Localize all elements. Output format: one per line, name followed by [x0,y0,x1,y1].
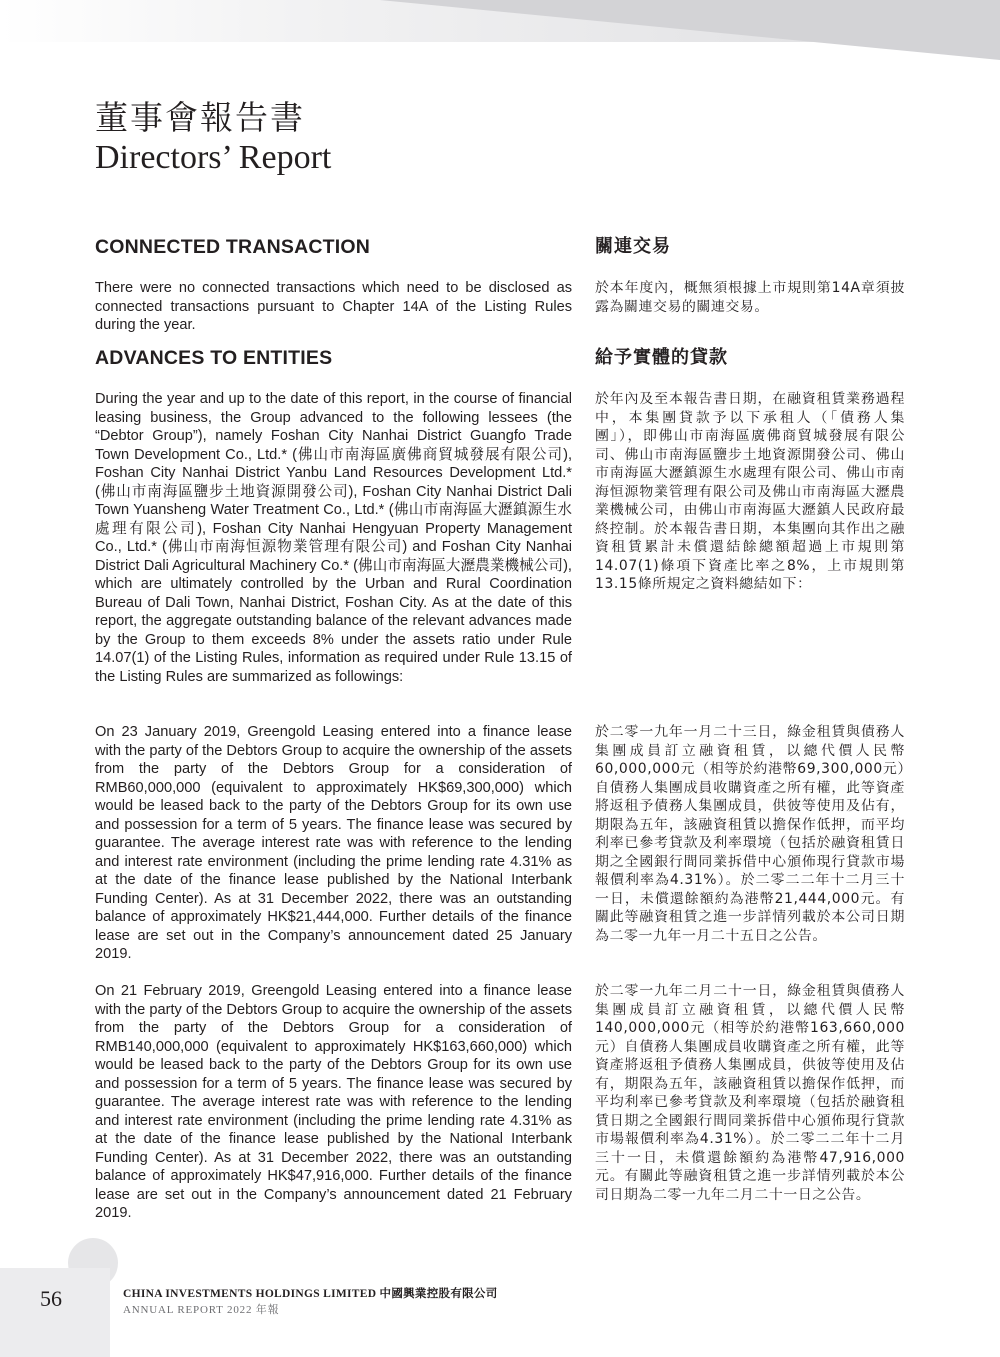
footer-decoration-box [0,1268,110,1357]
paragraph-advances-intro-zh: 於年內及至本報告書日期，在融資租賃業務過程中，本集團貸款予以下承租人（「債務人集團」），即佛山市南海區廣佛商貿城發展有限公司、佛山市南海區鹽步土地資源開發公司、佛山市南海區大瀝鎮源生水處理有限公司、佛山市南海恒源物業管理有限公司及佛山市南海區大瀝農業機械公司，由佛山市南海區大瀝鎮人民政府最終控制。於本報告書日期，本集團向其作出之融資租賃累計未償還結餘總額超過上市規則第14.07(1)條項下資產比率之8%，上市規則第13.15條所規定之資料總結如下： [595,391,905,592]
heading-advances-en: ADVANCES TO ENTITIES [95,347,333,369]
paragraph-lease-jan-2019-en: On 23 January 2019, Greengold Leasing entered into a finance lease with the party of the Debtors Group to acquire the ownership of the assets from the party of the Debtors Group for a consideration of RMB60,000,000 (equivalent to approximately HK$69,300,000) which would be leased back to the party of the Debtors Group for its own use and possession for a term of 5 years. The finance lease was secured by guarantee. The average interest rate was with reference to the lending and interest rate environment (including the prime lending rate 4.31% as at the date of the finance lease published by the National Interbank Funding Center). As at 31 December 2022, there was an outstanding balance of approximately HK$21,444,000. Further details of the finance lease are set out in the Company’s announcement dated 25 January 2019. [95,724,572,962]
paragraph-lease-feb-2019-zh: 於二零一九年二月二十一日，綠金租賃與債務人集團成員訂立融資租賃，以總代價人民幣140,000,000元（相等於約港幣163,660,000元）自債務人集團成員收購資產之所有權，此等資產將返租予債務人集團成員，供彼等使用及佔有，期限為五年，該融資租賃以擔保作低押，而平均利率已參考貸款及利率環境（包括於融資租賃日期之全國銀行間同業拆借中心頒佈現行貸款市場報價利率為4.31%）。於二零二二年十二月三十一日，未償還餘額約為港幣47,916,000元。有關此等融資租賃之進一步詳情列載於本公司日期為二零一九年二月二十一日之公告。 [595,983,905,1203]
paragraph-advances-intro-en: During the year and up to the date of this report, in the course of financial leasing business, the Group advanced to the following lessees (the “Debtor Group”), namely Foshan City Nanhai District Guangfo Trade Town Development Co., Ltd.* (佛山市南海區廣佛商貿城發展有限公司), Foshan City Nanhai District Yanbu Land Resources Development Ltd.* (佛山市南海區鹽步土地資源開發公司), Foshan City Nanhai District Dali Town Yuansheng Water Treatment Co., Ltd.* (佛山市南海區大瀝鎮源生水處理有限公司), Foshan City Nanhai Hengyuan Property Management Co., Ltd.* (佛山市南海恒源物業管理有限公司) and Foshan City Nanhai District Dali Agricultural Machinery Co.* (佛山市南海區大瀝農業機械公司), which are ultimately controlled by the Urban and Rural Coordination Bureau of Dali Town, Nanhai District, Foshan City. As at the date of this report, the aggregate outstanding balance of the relevant advances made by the Group to them exceeds 8% under the assets ratio under Rule 14.07(1) of the Listing Rules, information as required under Rule 13.15 of the Listing Rules are summarized as followings: [95,391,572,685]
page-title-en: Directors’ Report [95,139,332,176]
page-header [95,96,331,178]
heading-advances-zh: 給予實體的貸款 [595,347,728,368]
footer-company-name: CHINA INVESTMENTS HOLDINGS LIMITED 中國興業控股有限公司 [123,1288,498,1300]
header-decoration [0,0,1000,60]
paragraph-lease-jan-2019-zh: 於二零一九年一月二十三日，綠金租賃與債務人集團成員訂立融資租賃，以總代價人民幣60,000,000元（相等於約港幣69,300,000元）自債務人集團成員收購資產之所有權，此等資產將返租予債務人集團成員，供彼等使用及佔有，期限為五年，該融資租賃以擔保作低押，而平均利率已參考貸款及利率環境（包括於融資租賃日期之全國銀行間同業拆借中心頒佈現行貸款市場報價利率為4.31%）。於二零二二年十二月三十一日，未償還餘額約為港幣21,444,000元。有關此等融資租賃之進一步詳情列載於本公司日期為二零一九年一月二十五日之公告。 [595,724,905,944]
page-number: 56 [40,1286,62,1311]
heading-connected-transaction-en: CONNECTED TRANSACTION [95,236,371,258]
page-title-zh: 董事會報告書 [95,98,305,137]
paragraph-connected-zh: 於本年度內，概無須根據上市規則第14A章須披露為關連交易的關連交易。 [595,280,905,315]
header-corner-triangle [380,0,1000,60]
footer-report-name: ANNUAL REPORT 2022 年報 [123,1304,280,1316]
paragraph-lease-feb-2019-en: On 21 February 2019, Greengold Leasing entered into a finance lease with the party of the Debtors Group to acquire the ownership of the assets from the party of the Debtors Group for a consideration of RMB140,000,000 (equivalent to approximately HK$163,660,000) which would be leased back to the party of the Debtors Group for its own use and possession for a term of 5 years. The finance lease was secured by guarantee. The average interest rate was with reference to the lending and interest rate environment (including the prime lending rate 4.31% as at the date of the finance lease published by the National Interbank Funding Center). As at 31 December 2022, there was an outstanding balance of approximately HK$47,916,000. Further details of the finance lease are set out in the Company’s announcement dated 21 February 2019. [95,983,572,1221]
paragraph-connected-en: There were no connected transactions which need to be disclosed as connected transactions pursuant to Chapter 14A of the Listing Rules during the year. [95,280,572,333]
heading-connected-transaction-zh: 關連交易 [595,236,671,257]
